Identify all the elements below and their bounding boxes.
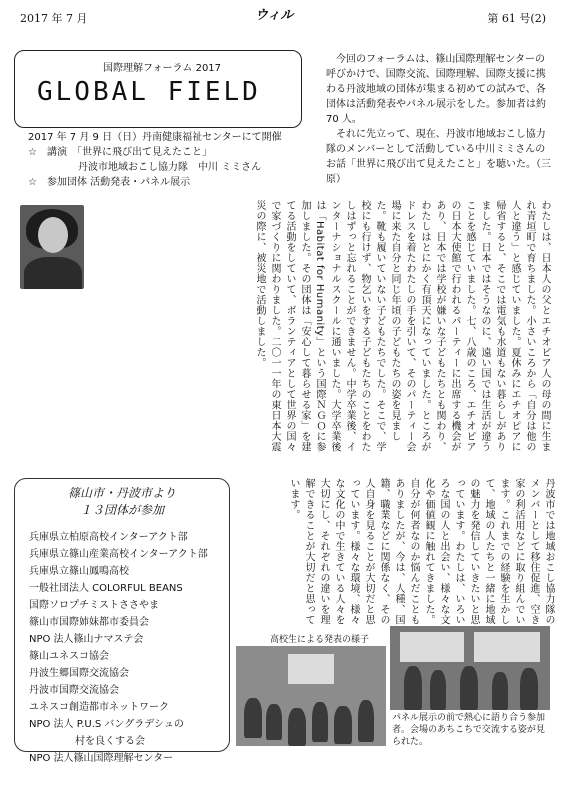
panel-exhibit-photo — [390, 626, 550, 710]
orgs-list — [29, 529, 208, 767]
list-item: 兵庫県立篠山産業高校インターアクト部 — [29, 549, 208, 560]
forum-title-box — [14, 50, 302, 128]
list-item: 丹波市国際交流協会 — [29, 685, 119, 696]
list-item: 丹波生郷国際交流協会 — [29, 668, 129, 679]
orgs-title: 篠山市・丹波市より １３団体が参加 — [67, 486, 176, 517]
speaker-photo — [20, 205, 84, 289]
page-header — [0, 0, 566, 40]
issue-number: 第 61 号(2) — [487, 12, 546, 25]
list-item: ユネスコ創造都市ネットワーク — [29, 702, 169, 713]
newsletter-logo: ウィル — [255, 8, 294, 23]
photo-caption-presentation: 高校生による発表の様子 — [270, 635, 370, 645]
article-body-upper: わたしは、日本人の父とエチオピア人の母の間に生まれ青垣町で育ちました。小さいころから「自分は他の人と違う」と感じていました。夏休みにエチオピアに帰省すると、そこでは電気も水道もない暮らしがありました。日本ではそうなのに、遠い国では生活が違うことを感じていました。七、八歳のころ、エチオピアの日本大使館で行われるパーティーに出席する機会があり、日本では学校が嫌いな子どもたちとも関わり、わたしはとにかく有頂天になっていました。ところがドレスを着たわたしの手を引いて、そのパーティー会場に来た自分と同じ年頃の子どもたちの姿を見ました。靴も履いていない子どもたちでした。そこで、学校にも行けず、物乞いをする子どもたちのことをわたしはずっと忘れることができません。中学卒業後、インターナショナルスクールに通いました。大学卒業後は「Habitat for Humanity」という国際ＮＧＯに参加しました。その団体は「安心して暮らせる家」を建てる活動をしていて、ボランティアとして世界の国々で家づくりに関わりました。二〇一一年の東日本大震災の際に、被災地で活動しました。 — [254, 200, 550, 453]
presentation-photo — [236, 646, 386, 746]
event-date-venue: 2017 年 7 月 9 日（日）丹南健康福祉センターにて開催 — [28, 132, 282, 143]
forum-subtitle: 国際理解フォーラム 2017 — [103, 63, 222, 74]
list-item: 篠山ユネスコ協会 — [29, 651, 109, 662]
list-item: NPO 法人篠山ナマステ会 — [29, 634, 144, 645]
list-item: NPO 法人 P.U.S バングラデシュの — [29, 719, 184, 730]
list-item: 兵庫県立篠山鳳鳴高校 — [29, 566, 129, 577]
article-body-lower: 丹波市では地域おこし協力隊のメンバーとして移住促進、空き家の利活用などに取り組んでいます。これまでの経験を生かして、地域の人たちと一緒に地域の魅力を発信していきたいと思っています。わたしは、いろいろな国の人と出会い、様々な文化や価値観に触れてきました。自分が何者なのか悩んだこともありましたが、今は、人種、国籍、職業などに関係なく、その人自身を見ることが大切だと思っています。様々な環境、様々な文化の中で生きている人々を大切にし、それぞれの違いを理解できることが大切だと思っています。 — [288, 478, 554, 625]
photo-caption-panel: パネル展示の前で熱心に語り合う参加者。会場のあちこちで交流する姿が見られた。 — [392, 713, 546, 747]
list-item: 篠山市国際姉妹都市委員会 — [29, 617, 149, 628]
event-speaker: 丹波市地域おこし協力隊 中川 ミミさん — [78, 162, 262, 173]
issue-date: 2017 年 7 月 — [20, 12, 88, 25]
event-lecture: ☆ 講演 「世界に飛び出て見えたこと」 — [28, 147, 212, 158]
list-item: 国際ソロプチミストささやま — [29, 600, 159, 611]
participating-orgs-box — [14, 478, 230, 764]
intro-paragraph-2: それに先立って、現在、丹波市地域おこし協力隊のメンバーとして活動している中川ミミさんのお話「世界に飛び出て見えたこと」を聴いた。（三原） — [326, 129, 551, 185]
forum-title: GLOBAL FIELD — [37, 77, 261, 107]
event-participants: ☆ 参加団体 活動発表・パネル展示 — [28, 177, 191, 188]
list-item: 兵庫県立柏原高校インターアクト部 — [29, 532, 188, 543]
list-item: 村を良くする会 — [75, 736, 145, 747]
intro-paragraph-1: 今回のフォーラムは、篠山国際理解センターの呼びかけで、国際交流、国際理解、国際支援に携わる丹波地域の団体が集まる初めての試みで、各団体は活動発表やパネル展示をした。参加者は約 70 人。 — [326, 54, 546, 125]
event-details — [28, 130, 300, 190]
list-item: NPO 法人篠山国際理解センター — [29, 753, 174, 764]
list-item: 一般社団法人 COLORFUL BEANS — [29, 583, 183, 594]
intro-text — [326, 52, 554, 187]
